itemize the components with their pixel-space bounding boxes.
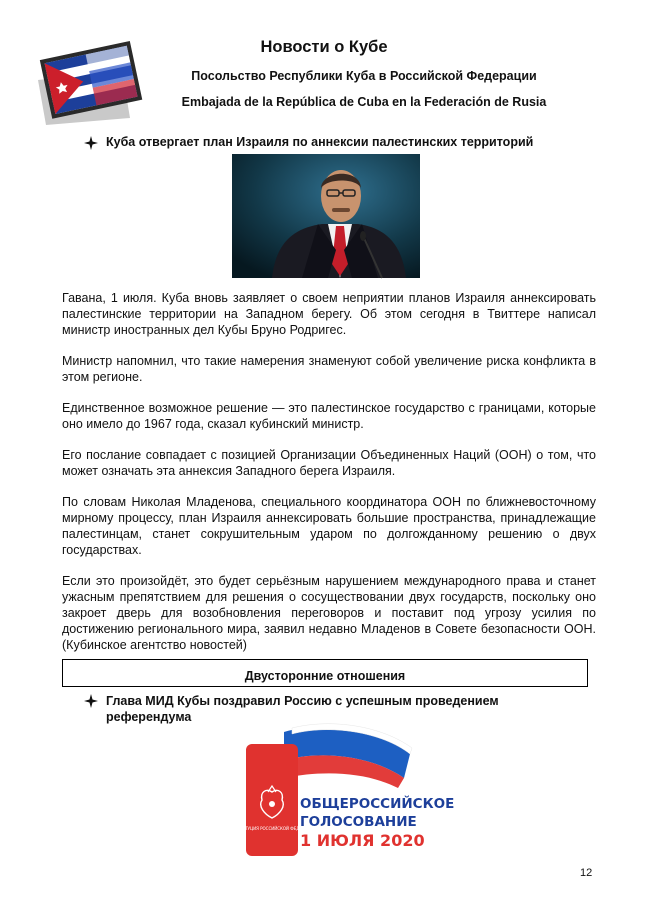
section-header [62,659,588,687]
embassy-name-ru: Посольство Республики Куба в Российской Федерации [191,69,537,83]
section-title: Двусторонние отношения [244,669,406,683]
article-headline-2 [84,693,554,725]
all-russian-vote-logo [227,722,455,864]
paragraph: Если это произойдёт, это будет серьёзным нарушением международного права и станет ужасным препятствием для решения о сосуществовании двух государств, поскольку оно закроет дверь для возобновления переговоров и поставит под угрозу усилия по достижению регионального мира, заявил недавно Младенов в Совете безопасности ООН. (Кубинское агентство новостей) [62,574,596,652]
article-headline-2-text: Глава МИД Кубы поздравил Россию с успешным проведением референдума [106,694,499,724]
minister-photo [232,154,420,278]
paragraph: Гавана, 1 июля. Куба вновь заявляет о своем неприятии планов Израиля аннексировать палестинские территории на Западном берегу. Об этом сегодня в Твиттере написал министр иностранных дел Кубы Бруно Родригес. [62,291,596,337]
vote-line-1: ОБЩЕРОССИЙСКОЕ [300,796,455,812]
article-headline-text: Куба отвергает план Израиля по аннексии палестинских территорий [106,135,534,149]
constitution-caption: КОНСТИТУЦИЯ РОССИЙСКОЙ ФЕДЕРАЦИИ [227,826,317,831]
diamond-bullet-icon [84,694,98,708]
paragraph: Единственное возможное решение — это палестинское государство с границами, которые оно имело до 1967 года, сказал кубинский министр. [62,401,596,431]
paragraph: Его послание совпадает с позицией Организации Объединенных Наций (ООН) о том, что может означать эта аннексия Западного берега Израиля. [62,448,596,478]
vote-line-2: ГОЛОСОВАНИЕ [300,814,417,830]
article-body [62,290,596,668]
page-title: Новости о Кубе [260,38,388,56]
paragraph: По словам Николая Младенова, специального координатора ООН по ближневосточному мирному процессу, план Израиля аннексировать большие пространства, принадлежащие палестинцам, станет сокрушительным ударом по долгожданному решению о двух государствах. [62,495,596,557]
page-number: 12 [580,867,593,879]
vote-date: 1 ИЮЛЯ 2020 [300,831,425,850]
diamond-bullet-icon [84,136,98,150]
article-headline [84,135,604,150]
embassy-name-es: Embajada de la República de Cuba en la Federación de Rusia [181,95,547,109]
paragraph: Министр напомнил, что такие намерения знаменуют собой увеличение риска конфликта в этом регионе. [62,354,596,384]
